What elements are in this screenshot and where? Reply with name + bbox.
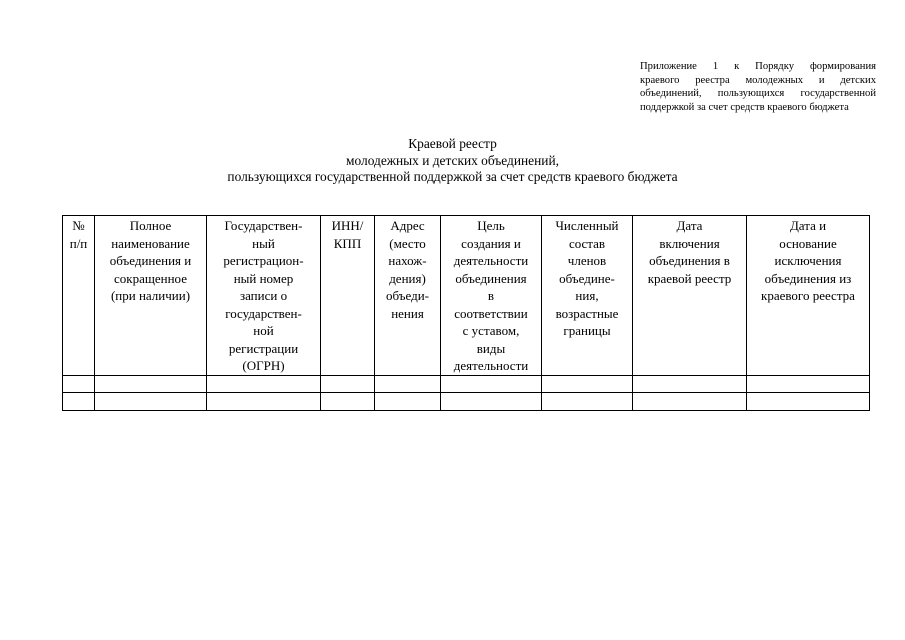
title-line: молодежных и детских объединений, bbox=[346, 152, 559, 168]
column-header-line: регистрации bbox=[228, 340, 299, 356]
column-header-line: (при наличии) bbox=[110, 288, 191, 303]
table-header-row bbox=[63, 216, 870, 376]
table-cell[interactable] bbox=[633, 392, 747, 410]
column-header-line: Дата и bbox=[789, 218, 827, 233]
table-cell[interactable] bbox=[542, 375, 633, 392]
column-header-9 bbox=[747, 216, 870, 376]
table-cell[interactable] bbox=[375, 375, 441, 392]
column-header-line: государствен- bbox=[225, 305, 302, 321]
appendix-line: Приложение 1 к Порядку формирования bbox=[640, 61, 876, 72]
column-header-line: регистрацион- bbox=[223, 253, 304, 268]
column-header-line: ИНН/ bbox=[331, 218, 364, 233]
column-header-line: (ОГРН) bbox=[242, 358, 285, 373]
column-header-8 bbox=[633, 216, 747, 376]
column-header-line: с уставом, bbox=[462, 323, 520, 338]
column-header-4 bbox=[321, 216, 375, 376]
column-header-line: № bbox=[72, 218, 85, 233]
column-header-3 bbox=[207, 216, 321, 376]
table-cell[interactable] bbox=[207, 375, 321, 392]
column-header-2 bbox=[95, 216, 207, 376]
table-cell[interactable] bbox=[441, 392, 542, 410]
column-header-line: ный номер bbox=[233, 270, 294, 286]
appendix-line: объединений, пользующихся государственной bbox=[640, 88, 876, 99]
column-header-line: основание bbox=[779, 235, 837, 251]
appendix-line: краевого реестра молодежных и детских bbox=[640, 74, 876, 86]
registry-table bbox=[62, 215, 870, 411]
table-cell[interactable] bbox=[95, 392, 207, 410]
column-header-line: п/п bbox=[69, 235, 88, 251]
table-row bbox=[63, 375, 870, 392]
column-header-line: КПП bbox=[333, 235, 362, 251]
column-header-line: виды bbox=[476, 340, 506, 356]
table-cell[interactable] bbox=[747, 392, 870, 410]
column-header-line: ный bbox=[252, 235, 275, 251]
table-cell[interactable] bbox=[95, 375, 207, 392]
column-header-line: краевого реестра bbox=[761, 288, 855, 303]
column-header-line: наименование bbox=[111, 235, 190, 251]
column-header-line: соответствии bbox=[454, 305, 528, 321]
column-header-line: нения bbox=[391, 305, 424, 321]
table-cell[interactable] bbox=[747, 375, 870, 392]
appendix-note bbox=[640, 60, 876, 114]
column-header-line: деятельности bbox=[453, 253, 529, 268]
column-header-line: ной bbox=[253, 323, 274, 338]
table-cell[interactable] bbox=[441, 375, 542, 392]
table-cell[interactable] bbox=[633, 375, 747, 392]
column-header-line: объедине- bbox=[559, 270, 615, 286]
document-title bbox=[150, 136, 755, 186]
column-header-line: объединения bbox=[455, 270, 527, 286]
column-header-line: Дата bbox=[676, 218, 703, 233]
column-header-line: объединения из bbox=[764, 270, 852, 286]
column-header-line: исключения bbox=[774, 253, 842, 268]
column-header-line: объединения в bbox=[649, 253, 730, 268]
column-header-line: ния, bbox=[575, 288, 599, 303]
column-header-line: Цель bbox=[477, 218, 505, 233]
column-header-line: объеди- bbox=[385, 288, 429, 303]
column-header-line: объединения и bbox=[109, 253, 192, 268]
column-header-line: (место bbox=[389, 235, 426, 251]
table-cell[interactable] bbox=[375, 392, 441, 410]
column-header-line: записи о bbox=[239, 288, 288, 303]
table-cell[interactable] bbox=[321, 392, 375, 410]
column-header-7 bbox=[542, 216, 633, 376]
table-cell[interactable] bbox=[207, 392, 321, 410]
table-cell[interactable] bbox=[63, 392, 95, 410]
column-header-line: деятельности bbox=[453, 358, 529, 373]
column-header-1 bbox=[63, 216, 95, 376]
table-cell[interactable] bbox=[542, 392, 633, 410]
column-header-line: краевой реестр bbox=[647, 270, 732, 286]
column-header-line: Численный bbox=[555, 218, 619, 233]
column-header-line: состав bbox=[568, 235, 606, 251]
column-header-line: возрастные bbox=[555, 305, 619, 321]
table-cell[interactable] bbox=[321, 375, 375, 392]
column-header-line: дения) bbox=[389, 270, 426, 286]
column-header-line: включения bbox=[659, 235, 720, 251]
column-header-line: Полное bbox=[129, 218, 172, 233]
column-header-5 bbox=[375, 216, 441, 376]
column-header-line: границы bbox=[563, 323, 611, 338]
column-header-line: нахож- bbox=[388, 253, 427, 268]
appendix-line: поддержкой за счет средств краевого бюджета bbox=[640, 101, 849, 113]
column-header-line: Адрес bbox=[390, 218, 425, 233]
column-header-line: членов bbox=[567, 253, 607, 268]
column-header-line: в bbox=[487, 288, 495, 303]
column-header-6 bbox=[441, 216, 542, 376]
column-header-line: сокращенное bbox=[114, 270, 187, 286]
title-line: Краевой реестр bbox=[408, 136, 497, 151]
column-header-line: Государствен- bbox=[224, 218, 303, 233]
table-row bbox=[63, 392, 870, 410]
table-cell[interactable] bbox=[63, 375, 95, 392]
title-line: пользующихся государственной поддержкой за счет средств краевого бюджета bbox=[227, 169, 678, 184]
column-header-line: создания и bbox=[461, 235, 521, 251]
